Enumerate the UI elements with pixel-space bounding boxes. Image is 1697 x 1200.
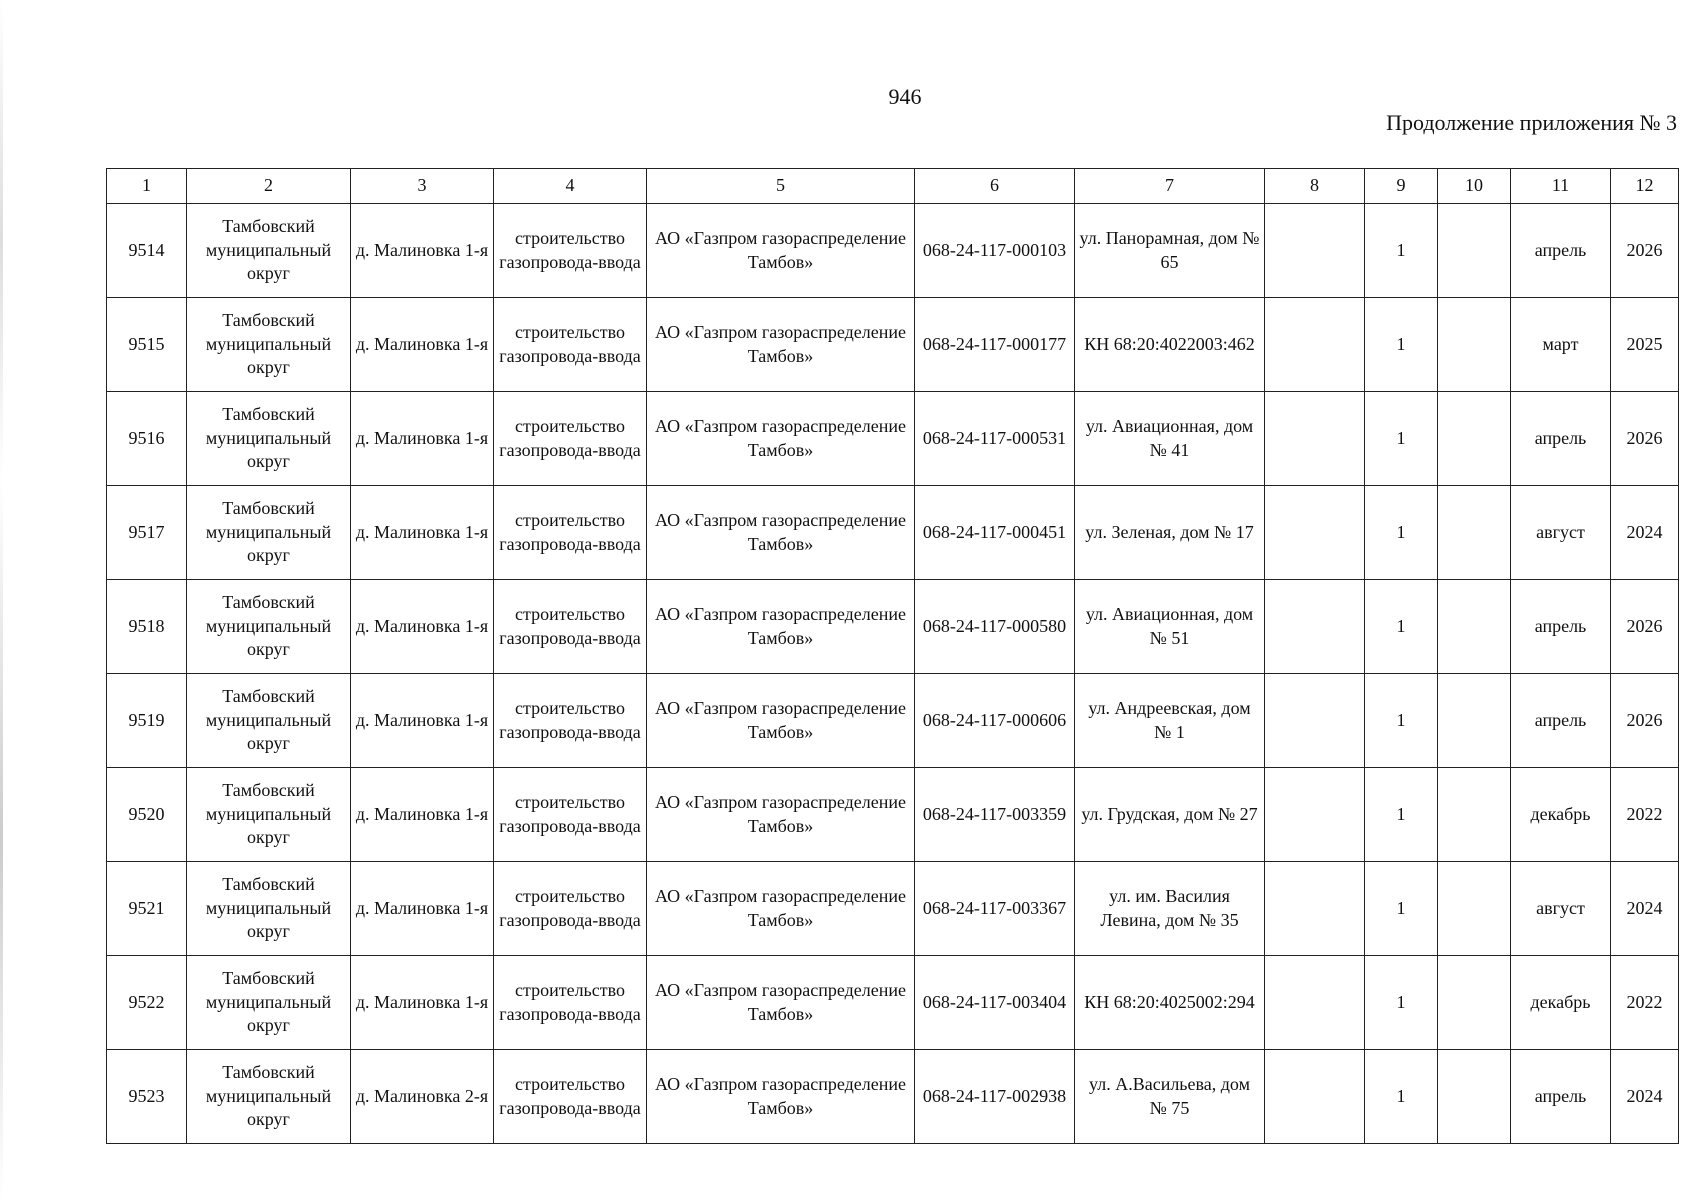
quantity-cell: 1	[1365, 768, 1438, 862]
company-cell: АО «Газпром газораспределение Тамбов»	[647, 298, 915, 392]
table-row	[107, 486, 1679, 580]
company-cell: АО «Газпром газораспределение Тамбов»	[647, 1050, 915, 1144]
column-header: 10	[1438, 169, 1511, 204]
year-cell: 2024	[1611, 486, 1679, 580]
year-cell: 2024	[1611, 1050, 1679, 1144]
work-type-cell: строительство газопровода-ввода	[494, 862, 647, 956]
continuation-title: Продолжение приложения № 3	[1386, 110, 1677, 135]
company-cell: АО «Газпром газораспределение Тамбов»	[647, 486, 915, 580]
district-cell: Тамбовский муниципальный округ	[187, 1050, 351, 1144]
quantity-cell: 1	[1365, 862, 1438, 956]
district-cell: Тамбовский муниципальный округ	[187, 392, 351, 486]
row-number-cell: 9514	[107, 204, 187, 298]
row-number-cell: 9520	[107, 768, 187, 862]
code-cell: 068-24-117-000103	[915, 204, 1075, 298]
table-row	[107, 298, 1679, 392]
district-cell: Тамбовский муниципальный округ	[187, 580, 351, 674]
address-cell: ул. Авиационная, дом № 41	[1075, 392, 1265, 486]
company-cell: АО «Газпром газораспределение Тамбов»	[647, 956, 915, 1050]
month-cell: декабрь	[1511, 768, 1611, 862]
year-cell: 2026	[1611, 580, 1679, 674]
settlement-cell: д. Малиновка 2-я	[351, 1050, 494, 1144]
address-cell: ул. Панорамная, дом № 65	[1075, 204, 1265, 298]
district-cell: Тамбовский муниципальный округ	[187, 862, 351, 956]
code-cell: 068-24-117-000451	[915, 486, 1075, 580]
company-cell: АО «Газпром газораспределение Тамбов»	[647, 580, 915, 674]
quantity-cell: 1	[1365, 580, 1438, 674]
scan-edge	[0, 0, 3, 1200]
month-cell: август	[1511, 486, 1611, 580]
column-10-cell	[1438, 956, 1511, 1050]
year-cell: 2024	[1611, 862, 1679, 956]
work-type-cell: строительство газопровода-ввода	[494, 768, 647, 862]
column-10-cell	[1438, 862, 1511, 956]
table-row	[107, 204, 1679, 298]
table-row	[107, 956, 1679, 1050]
month-cell: март	[1511, 298, 1611, 392]
quantity-cell: 1	[1365, 956, 1438, 1050]
month-cell: декабрь	[1511, 956, 1611, 1050]
settlement-cell: д. Малиновка 1-я	[351, 956, 494, 1050]
column-header: 7	[1075, 169, 1265, 204]
quantity-cell: 1	[1365, 392, 1438, 486]
table-row	[107, 1050, 1679, 1144]
address-cell: ул. Зеленая, дом № 17	[1075, 486, 1265, 580]
year-cell: 2026	[1611, 392, 1679, 486]
year-cell: 2022	[1611, 956, 1679, 1050]
row-number-cell: 9523	[107, 1050, 187, 1144]
code-cell: 068-24-117-003404	[915, 956, 1075, 1050]
district-cell: Тамбовский муниципальный округ	[187, 674, 351, 768]
address-cell: КН 68:20:4025002:294	[1075, 956, 1265, 1050]
address-cell: ул. Андреевская, дом № 1	[1075, 674, 1265, 768]
column-header: 1	[107, 169, 187, 204]
year-cell: 2026	[1611, 674, 1679, 768]
company-cell: АО «Газпром газораспределение Тамбов»	[647, 768, 915, 862]
quantity-cell: 1	[1365, 1050, 1438, 1144]
settlement-cell: д. Малиновка 1-я	[351, 580, 494, 674]
column-8-cell	[1265, 862, 1365, 956]
month-cell: апрель	[1511, 674, 1611, 768]
address-cell: КН 68:20:4022003:462	[1075, 298, 1265, 392]
year-cell: 2026	[1611, 204, 1679, 298]
column-8-cell	[1265, 298, 1365, 392]
column-10-cell	[1438, 298, 1511, 392]
column-header: 11	[1511, 169, 1611, 204]
code-cell: 068-24-117-003359	[915, 768, 1075, 862]
work-type-cell: строительство газопровода-ввода	[494, 392, 647, 486]
column-10-cell	[1438, 674, 1511, 768]
district-cell: Тамбовский муниципальный округ	[187, 204, 351, 298]
settlement-cell: д. Малиновка 1-я	[351, 486, 494, 580]
column-header: 6	[915, 169, 1075, 204]
settlement-cell: д. Малиновка 1-я	[351, 204, 494, 298]
district-cell: Тамбовский муниципальный округ	[187, 956, 351, 1050]
row-number-cell: 9521	[107, 862, 187, 956]
month-cell: апрель	[1511, 580, 1611, 674]
work-type-cell: строительство газопровода-ввода	[494, 298, 647, 392]
column-header: 5	[647, 169, 915, 204]
settlement-cell: д. Малиновка 1-я	[351, 862, 494, 956]
work-type-cell: строительство газопровода-ввода	[494, 486, 647, 580]
column-header: 8	[1265, 169, 1365, 204]
year-cell: 2022	[1611, 768, 1679, 862]
column-8-cell	[1265, 580, 1365, 674]
work-type-cell: строительство газопровода-ввода	[494, 956, 647, 1050]
column-header: 4	[494, 169, 647, 204]
month-cell: апрель	[1511, 1050, 1611, 1144]
district-cell: Тамбовский муниципальный округ	[187, 486, 351, 580]
code-cell: 068-24-117-003367	[915, 862, 1075, 956]
quantity-cell: 1	[1365, 674, 1438, 768]
company-cell: АО «Газпром газораспределение Тамбов»	[647, 392, 915, 486]
row-number-cell: 9517	[107, 486, 187, 580]
quantity-cell: 1	[1365, 298, 1438, 392]
year-cell: 2025	[1611, 298, 1679, 392]
company-cell: АО «Газпром газораспределение Тамбов»	[647, 862, 915, 956]
header-row	[107, 169, 1679, 204]
work-type-cell: строительство газопровода-ввода	[494, 204, 647, 298]
code-cell: 068-24-117-000531	[915, 392, 1075, 486]
column-8-cell	[1265, 486, 1365, 580]
column-10-cell	[1438, 580, 1511, 674]
table-row	[107, 580, 1679, 674]
column-10-cell	[1438, 204, 1511, 298]
company-cell: АО «Газпром газораспределение Тамбов»	[647, 674, 915, 768]
row-number-cell: 9515	[107, 298, 187, 392]
quantity-cell: 1	[1365, 204, 1438, 298]
column-header: 12	[1611, 169, 1679, 204]
table-row	[107, 862, 1679, 956]
column-10-cell	[1438, 392, 1511, 486]
column-8-cell	[1265, 392, 1365, 486]
page-number: 946	[888, 84, 922, 109]
table-row	[107, 768, 1679, 862]
column-10-cell	[1438, 1050, 1511, 1144]
address-cell: ул. А.Васильева, дом № 75	[1075, 1050, 1265, 1144]
row-number-cell: 9519	[107, 674, 187, 768]
settlement-cell: д. Малиновка 1-я	[351, 674, 494, 768]
code-cell: 068-24-117-000177	[915, 298, 1075, 392]
settlement-cell: д. Малиновка 1-я	[351, 768, 494, 862]
column-header: 3	[351, 169, 494, 204]
settlement-cell: д. Малиновка 1-я	[351, 298, 494, 392]
month-cell: апрель	[1511, 204, 1611, 298]
register-table	[106, 168, 1679, 1144]
column-8-cell	[1265, 768, 1365, 862]
settlement-cell: д. Малиновка 1-я	[351, 392, 494, 486]
month-cell: апрель	[1511, 392, 1611, 486]
column-8-cell	[1265, 674, 1365, 768]
company-cell: АО «Газпром газораспределение Тамбов»	[647, 204, 915, 298]
row-number-cell: 9518	[107, 580, 187, 674]
table-row	[107, 674, 1679, 768]
work-type-cell: строительство газопровода-ввода	[494, 674, 647, 768]
month-cell: август	[1511, 862, 1611, 956]
address-cell: ул. им. Василия Левина, дом № 35	[1075, 862, 1265, 956]
work-type-cell: строительство газопровода-ввода	[494, 580, 647, 674]
row-number-cell: 9522	[107, 956, 187, 1050]
column-header: 9	[1365, 169, 1438, 204]
column-8-cell	[1265, 956, 1365, 1050]
district-cell: Тамбовский муниципальный округ	[187, 298, 351, 392]
work-type-cell: строительство газопровода-ввода	[494, 1050, 647, 1144]
code-cell: 068-24-117-000606	[915, 674, 1075, 768]
code-cell: 068-24-117-002938	[915, 1050, 1075, 1144]
row-number-cell: 9516	[107, 392, 187, 486]
address-cell: ул. Авиационная, дом № 51	[1075, 580, 1265, 674]
code-cell: 068-24-117-000580	[915, 580, 1075, 674]
column-10-cell	[1438, 768, 1511, 862]
table-row	[107, 392, 1679, 486]
address-cell: ул. Грудская, дом № 27	[1075, 768, 1265, 862]
quantity-cell: 1	[1365, 486, 1438, 580]
column-header: 2	[187, 169, 351, 204]
district-cell: Тамбовский муниципальный округ	[187, 768, 351, 862]
column-8-cell	[1265, 204, 1365, 298]
column-8-cell	[1265, 1050, 1365, 1144]
column-10-cell	[1438, 486, 1511, 580]
